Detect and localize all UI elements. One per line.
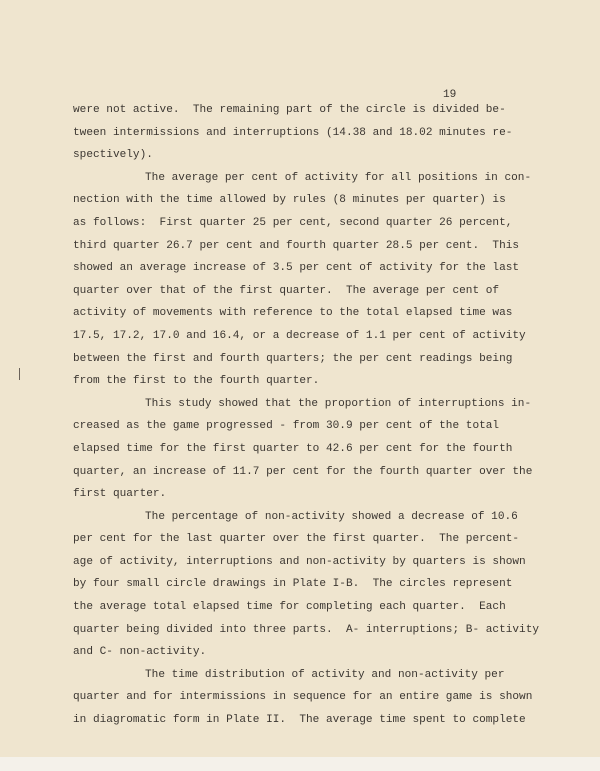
text-line: first quarter. — [73, 488, 167, 501]
text-line: per cent for the last quarter over the first quarter. The percent- — [73, 533, 520, 546]
text-line: showed an average increase of 3.5 per cent of activity for the last — [73, 262, 520, 275]
paragraph — [73, 506, 553, 664]
text-line: quarter, an increase of 11.7 per cent for the fourth quarter over the — [73, 465, 533, 478]
text-line: The average per cent of activity for all positions in con- — [145, 171, 532, 184]
text-line: and C- non-activity. — [73, 646, 207, 659]
text-line: spectively). — [73, 149, 153, 162]
page-number: 19 — [443, 89, 457, 101]
text-line: This study showed that the proportion of interruptions in- — [145, 397, 532, 410]
text-line: creased as the game progressed - from 30.9 per cent of the total — [73, 420, 500, 433]
text-line: nection with the time allowed by rules (8 minutes per quarter) is — [73, 194, 506, 207]
text-line: tween intermissions and interruptions (14.38 and 18.02 minutes re- — [73, 126, 513, 139]
text-line: The time distribution of activity and non-activity per — [145, 668, 505, 681]
text-line: quarter and for intermissions in sequence for an entire game is shown — [73, 691, 533, 704]
paragraph — [73, 393, 553, 506]
text-line: the average total elapsed time for completing each quarter. Each — [73, 601, 506, 614]
text-line: age of activity, interruptions and non-activity by quarters is shown — [73, 555, 526, 568]
paragraph — [73, 664, 553, 732]
text-line: The percentage of non-activity showed a decrease of 10.6 — [145, 510, 518, 523]
text-line: quarter being divided into three parts. A- interruptions; B- activity — [73, 623, 540, 636]
document-body — [73, 99, 553, 732]
margin-mark — [19, 368, 20, 380]
text-line: activity of movements with reference to the total elapsed time was — [73, 307, 513, 320]
paragraph — [73, 167, 553, 393]
text-line: as follows: First quarter 25 per cent, second quarter 26 percent, — [73, 216, 513, 229]
text-line: in diagromatic form in Plate II. The average time spent to complete — [73, 714, 526, 727]
text-line: third quarter 26.7 per cent and fourth quarter 28.5 per cent. This — [73, 239, 520, 252]
text-line: by four small circle drawings in Plate I-B. The circles represent — [73, 578, 513, 591]
text-line: were not active. The remaining part of the circle is divided be- — [73, 104, 506, 116]
text-line: between the first and fourth quarters; the per cent readings being — [73, 352, 513, 365]
text-line: from the first to the fourth quarter. — [73, 375, 320, 388]
text-line: elapsed time for the first quarter to 42.6 per cent for the fourth — [73, 442, 513, 455]
text-line: 17.5, 17.2, 17.0 and 16.4, or a decrease of 1.1 per cent of activity — [73, 329, 526, 342]
paragraph — [73, 99, 553, 167]
text-line: quarter over that of the first quarter. The average per cent of — [73, 284, 500, 297]
